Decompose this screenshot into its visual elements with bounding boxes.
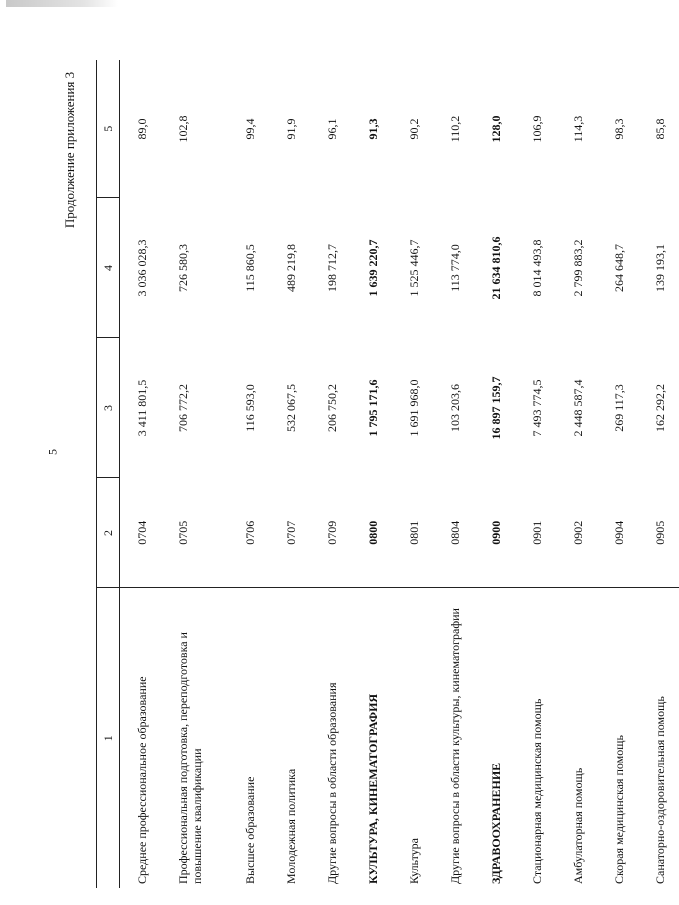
row-name-cell: Скорая медицинская помощь xyxy=(597,588,638,888)
row-code-cell: 0904 xyxy=(612,520,626,545)
header-col-3: 3 xyxy=(97,338,120,478)
row-value-col3: 162 292,2 xyxy=(653,384,667,432)
row-name-cell: Амбулаторная помощь xyxy=(556,588,597,888)
table-header-row xyxy=(97,60,120,888)
row-value-col5: 89,0 xyxy=(135,118,149,140)
row-value-col3: 1 795 171,6 xyxy=(366,379,380,437)
row-name-cell: Высшее образование xyxy=(228,588,269,888)
row-name-cell: Другие вопросы в области образования xyxy=(310,588,351,888)
row-value-col3: 116 593,0 xyxy=(243,384,257,432)
row-code-cell: 0801 xyxy=(407,520,421,545)
row-code-cell: 0800 xyxy=(366,520,380,545)
page-number: 5 xyxy=(45,449,60,455)
row-name-cell: Культура xyxy=(392,588,433,888)
row-value-col5: 110,2 xyxy=(448,115,462,143)
row-value-col4: 489 219,8 xyxy=(284,244,298,292)
table-row xyxy=(515,60,556,888)
row-code-cell: 0905 xyxy=(653,520,667,545)
row-value-col4: 115 860,5 xyxy=(243,244,257,292)
row-code-cell: 0704 xyxy=(135,520,149,545)
row-code-cell: 0709 xyxy=(325,520,339,545)
row-code-cell: 0902 xyxy=(571,520,585,545)
row-name-cell: ЗДРАВООХРАНЕНИЕ xyxy=(474,588,515,888)
row-code-cell: 0705 xyxy=(176,520,190,545)
row-value-col5: 91,9 xyxy=(284,118,298,140)
row-value-col4: 2 799 883,2 xyxy=(571,239,585,297)
row-name-cell: КУЛЬТУРА, КИНЕМАТОГРАФИЯ xyxy=(351,588,392,888)
table-row xyxy=(310,60,351,888)
table-row xyxy=(392,60,433,888)
row-value-col3: 1 691 968,0 xyxy=(407,379,421,437)
row-value-col5: 85,8 xyxy=(653,118,667,140)
row-value-col5: 102,8 xyxy=(176,115,190,143)
table-row xyxy=(120,60,162,888)
row-value-col3: 269 117,3 xyxy=(612,384,626,432)
table-row xyxy=(351,60,392,888)
table-row xyxy=(556,60,597,888)
row-value-col3: 532 067,5 xyxy=(284,384,298,432)
row-value-col5: 114,3 xyxy=(571,115,585,143)
header-col-1: 1 xyxy=(97,588,120,888)
row-value-col4: 264 648,7 xyxy=(612,244,626,292)
table-body xyxy=(120,60,679,888)
row-code-cell: 0707 xyxy=(284,520,298,545)
table-row xyxy=(433,60,474,888)
row-value-col3: 7 493 774,5 xyxy=(530,379,544,437)
table-row xyxy=(161,60,228,888)
row-name-cell: Другие вопросы в области культуры, кинематографии xyxy=(433,588,474,888)
row-name-cell: Стационарная медицинская помощь xyxy=(515,588,556,888)
row-value-col4: 21 634 810,6 xyxy=(489,236,503,300)
row-value-col3: 2 448 587,4 xyxy=(571,379,585,437)
table-row xyxy=(638,60,679,888)
row-value-col3: 706 772,2 xyxy=(176,384,190,432)
row-value-col5: 99,4 xyxy=(243,118,257,140)
row-code-cell: 0706 xyxy=(243,520,257,545)
row-value-col3: 103 203,6 xyxy=(448,384,462,432)
row-value-col5: 96,1 xyxy=(325,118,339,140)
row-value-col5: 106,9 xyxy=(530,115,544,143)
row-name-cell: Санаторно-оздоровительная помощь xyxy=(638,588,679,888)
row-value-col4: 3 036 028,3 xyxy=(135,239,149,297)
table-row xyxy=(269,60,310,888)
row-name-cell: Молодежная политика xyxy=(269,588,310,888)
appendix-caption: Продолжение приложения 3 xyxy=(62,71,77,229)
header-col-2: 2 xyxy=(97,478,120,588)
row-value-col3: 16 897 159,7 xyxy=(489,376,503,440)
row-value-col4: 726 580,3 xyxy=(176,244,190,292)
row-value-col4: 1 525 446,7 xyxy=(407,239,421,297)
row-name-cell: Среднее профессиональное образование xyxy=(120,588,162,888)
row-value-col5: 90,2 xyxy=(407,118,421,140)
row-name-cell: Профессиональная подготовка, переподготовка и повышение квалификации xyxy=(161,588,228,888)
row-value-col4: 8 014 493,8 xyxy=(530,239,544,297)
row-value-col4: 139 193,1 xyxy=(653,244,667,292)
scan-artifact xyxy=(6,0,118,7)
row-value-col4: 1 639 220,7 xyxy=(366,239,380,297)
table-row xyxy=(597,60,638,888)
header-col-5: 5 xyxy=(97,60,120,198)
row-value-col5: 128,0 xyxy=(489,115,503,143)
row-code-cell: 0901 xyxy=(530,520,544,545)
row-code-cell: 0804 xyxy=(448,520,462,545)
rotated-table-wrapper xyxy=(96,60,667,888)
header-col-4: 4 xyxy=(97,198,120,338)
row-value-col4: 198 712,7 xyxy=(325,244,339,292)
table-row xyxy=(474,60,515,888)
row-value-col3: 3 411 801,5 xyxy=(135,379,149,437)
row-value-col3: 206 750,2 xyxy=(325,384,339,432)
row-code-cell: 0900 xyxy=(489,520,503,545)
row-value-col4: 113 774,0 xyxy=(448,244,462,292)
budget-table xyxy=(96,60,679,888)
row-value-col5: 98,3 xyxy=(612,118,626,140)
table-row xyxy=(228,60,269,888)
row-value-col5: 91,3 xyxy=(366,118,380,140)
